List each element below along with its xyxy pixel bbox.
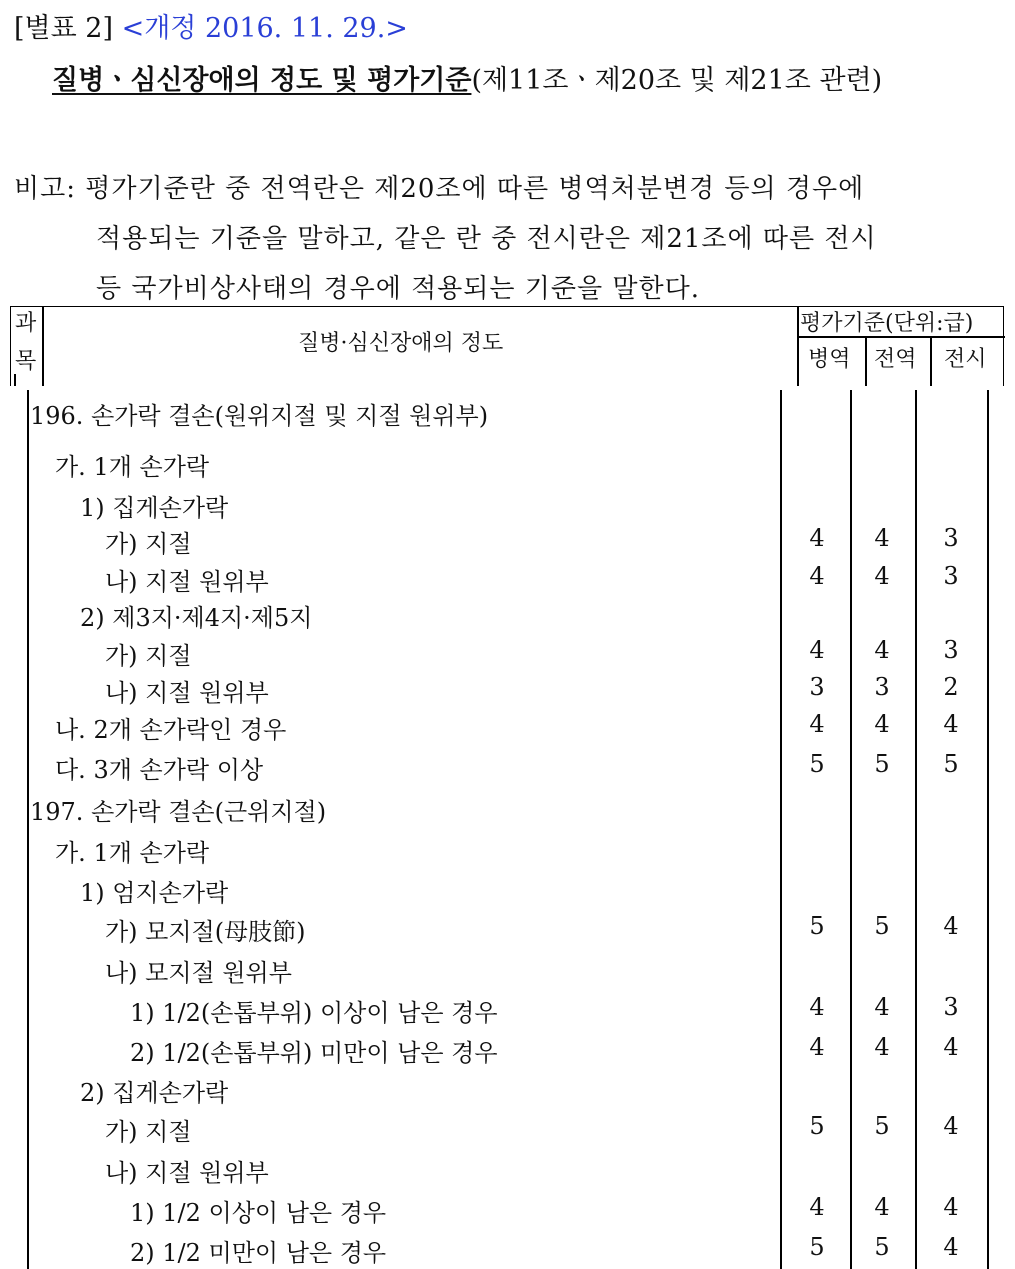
value-discharge: 4 <box>874 993 890 1021</box>
row-label: 196. 손가락 결손(원위지절 및 지절 원위부) <box>30 402 489 430</box>
header-divider <box>930 336 932 386</box>
value-military: 4 <box>809 524 825 552</box>
header-subject-bottom: 목 <box>15 349 37 374</box>
value-discharge: 5 <box>874 750 890 778</box>
header-divider <box>797 306 799 386</box>
value-discharge: 4 <box>874 710 890 738</box>
header-divider <box>14 374 16 386</box>
row-label: 가) 지절 <box>105 642 192 670</box>
value-wartime: 4 <box>943 1112 959 1140</box>
row-label: 가) 모지절(母肢節) <box>105 918 306 946</box>
row-label: 1) 1/2 이상이 남은 경우 <box>130 1199 387 1227</box>
header-col-wartime: 전시 <box>944 347 987 372</box>
header-col-discharge: 전역 <box>874 347 917 372</box>
row-label: 나) 모지절 원위부 <box>105 959 292 987</box>
value-discharge: 5 <box>874 1112 890 1140</box>
value-wartime: 4 <box>943 1193 959 1221</box>
annex-label: [별표 2] <box>14 13 113 44</box>
value-wartime: 4 <box>943 1033 959 1061</box>
value-military: 4 <box>809 636 825 664</box>
body-right-border <box>987 390 989 1269</box>
row-label: 1) 1/2(손톱부위) 이상이 남은 경우 <box>130 999 498 1027</box>
value-military: 5 <box>809 1112 825 1140</box>
row-label: 나) 지절 원위부 <box>105 1159 269 1187</box>
value-wartime: 5 <box>943 750 959 778</box>
value-military: 5 <box>809 750 825 778</box>
value-discharge: 5 <box>874 912 890 940</box>
body-left-border <box>27 390 29 1269</box>
row-label: 2) 집게손가락 <box>80 1079 229 1107</box>
value-discharge: 4 <box>874 562 890 590</box>
note-line-3: 등 국가비상사태의 경우에 적용되는 기준을 말한다. <box>96 274 701 304</box>
body-divider <box>915 390 917 1269</box>
value-discharge: 5 <box>874 1233 890 1261</box>
header-degree: 질병·심신장애의 정도 <box>298 331 504 356</box>
value-wartime: 2 <box>943 673 959 701</box>
note-line-1: 비고: 평가기준란 중 전역란은 제20조에 따른 병역처분변경 등의 경우에 <box>14 174 865 204</box>
row-label: 가) 지절 <box>105 1118 192 1146</box>
row-label: 가. 1개 손가락 <box>55 453 210 481</box>
header-subject-top: 과 <box>15 311 37 336</box>
header-divider <box>42 306 44 386</box>
value-discharge: 4 <box>874 524 890 552</box>
body-divider <box>850 390 852 1269</box>
row-label: 나) 지절 원위부 <box>105 679 269 707</box>
revision-link[interactable]: <개정 2016. 11. 29.> <box>121 13 408 44</box>
value-wartime: 3 <box>943 562 959 590</box>
row-label: 가) 지절 <box>105 530 192 558</box>
value-military: 4 <box>809 1193 825 1221</box>
body-divider <box>780 390 782 1269</box>
row-label: 2) 1/2(손톱부위) 미만이 남은 경우 <box>130 1039 498 1067</box>
row-label: 1) 엄지손가락 <box>80 879 229 907</box>
value-military: 4 <box>809 993 825 1021</box>
row-label: 가. 1개 손가락 <box>55 839 210 867</box>
value-wartime: 4 <box>943 1233 959 1261</box>
value-discharge: 3 <box>874 673 890 701</box>
row-label: 197. 손가락 결손(근위지절) <box>30 798 327 826</box>
annex-header <box>14 6 408 45</box>
value-wartime: 4 <box>943 710 959 738</box>
value-wartime: 4 <box>943 912 959 940</box>
value-military: 5 <box>809 1233 825 1261</box>
row-label: 2) 제3지·제4지·제5지 <box>80 604 313 632</box>
row-label: 1) 집게손가락 <box>80 494 229 522</box>
header-col-military: 병역 <box>808 347 851 372</box>
header-criteria: 평가기준(단위:급) <box>800 311 974 336</box>
row-label: 나) 지절 원위부 <box>105 568 269 596</box>
value-military: 4 <box>809 1033 825 1061</box>
title-main: 질병ㆍ심신장애의 정도 및 평가기준 <box>52 65 472 96</box>
value-discharge: 4 <box>874 1033 890 1061</box>
row-label: 2) 1/2 미만이 남은 경우 <box>130 1239 387 1267</box>
value-wartime: 3 <box>943 636 959 664</box>
value-discharge: 4 <box>874 1193 890 1221</box>
value-military: 4 <box>809 562 825 590</box>
value-military: 4 <box>809 710 825 738</box>
row-label: 나. 2개 손가락인 경우 <box>55 716 287 744</box>
page-title <box>52 58 882 97</box>
value-discharge: 4 <box>874 636 890 664</box>
value-military: 3 <box>809 673 825 701</box>
value-wartime: 3 <box>943 993 959 1021</box>
value-military: 5 <box>809 912 825 940</box>
header-divider <box>865 336 867 386</box>
value-wartime: 3 <box>943 524 959 552</box>
note-line-2: 적용되는 기준을 말하고, 같은 란 중 전시란은 제21조에 따른 전시 <box>96 224 877 254</box>
row-label: 다. 3개 손가락 이상 <box>55 756 264 784</box>
title-sub: (제11조ㆍ제20조 및 제21조 관련) <box>471 65 883 96</box>
